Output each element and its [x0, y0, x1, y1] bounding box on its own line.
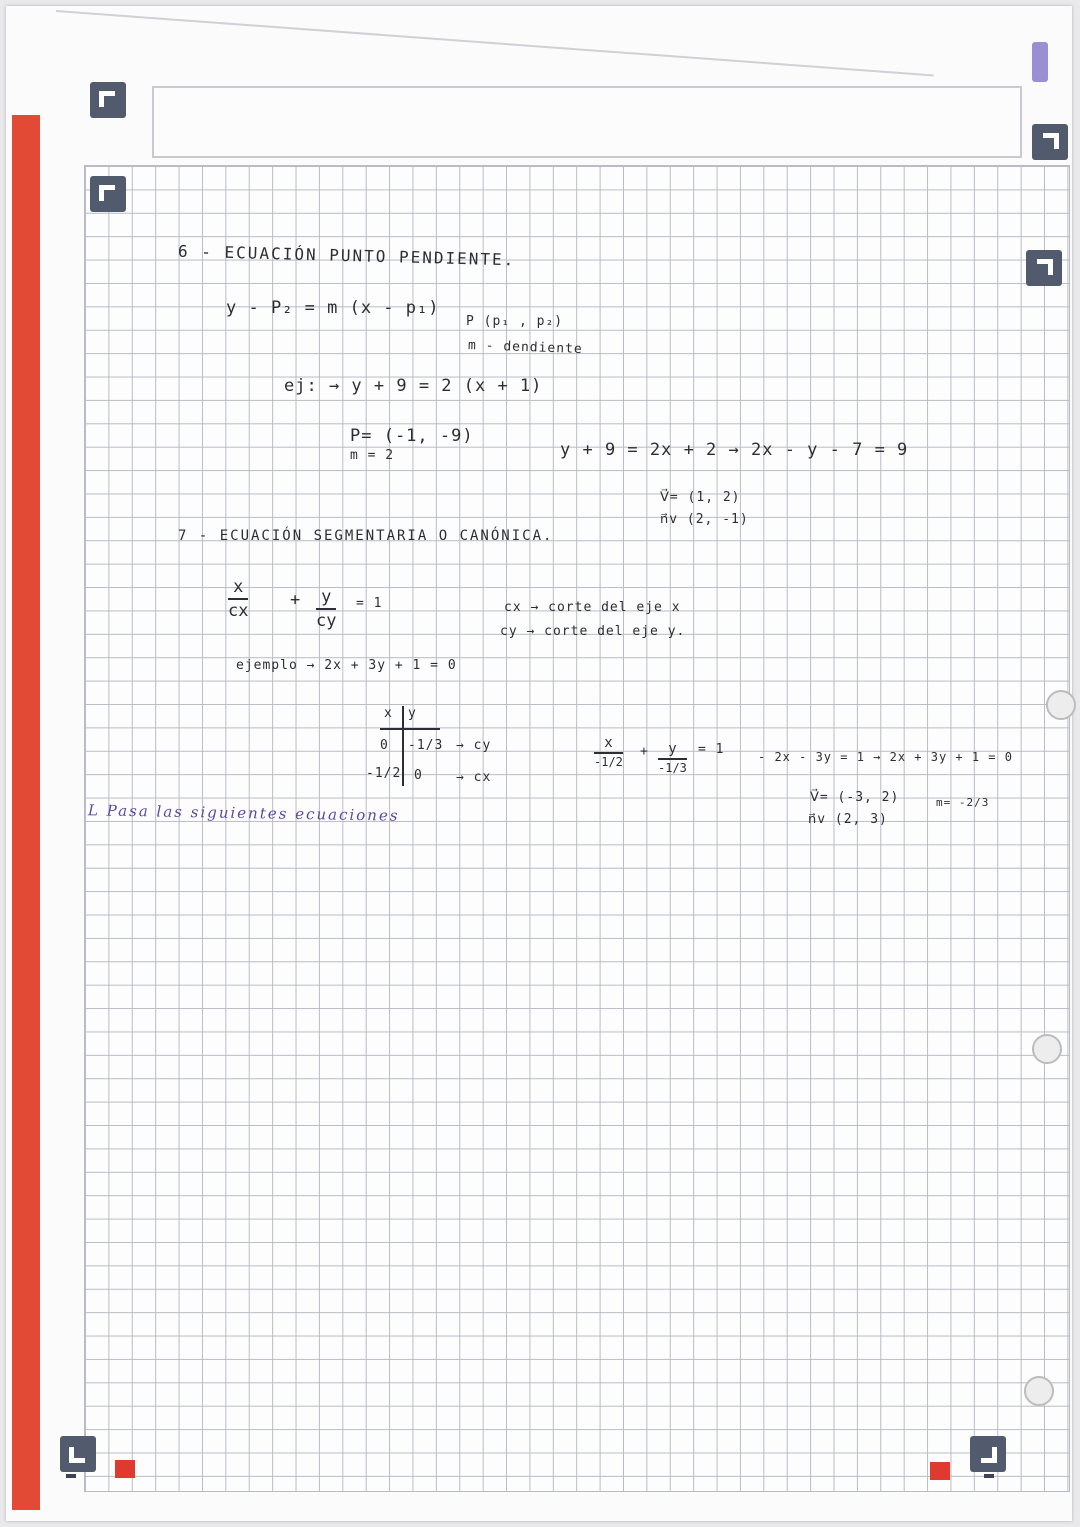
table-horizontal-rule: [380, 728, 440, 730]
equals-one: = 1: [698, 742, 725, 757]
fraction-numerator: x: [233, 577, 244, 597]
fraction-y-over-cy: [316, 586, 336, 632]
table-cell: 0: [380, 738, 389, 753]
fraction-numerator: x: [604, 735, 613, 751]
purple-tab: [1032, 42, 1048, 82]
corner-marker-icon: [90, 176, 126, 212]
fraction-numerator: y: [668, 741, 677, 757]
conversion-equation: - 2x - 3y = 1 → 2x + 3y + 1 = 0: [758, 750, 1013, 764]
exercise-prompt: L Pasa las siguientes ecuaciones: [87, 801, 400, 825]
slope-value: m = 2: [350, 448, 395, 463]
segment-example: ejemplo → 2x + 3y + 1 = 0: [236, 658, 457, 673]
normal-vector: n⃗v (2, 3): [808, 812, 888, 827]
direction-vector: V⃗= (-3, 2): [810, 790, 900, 805]
equals-one: = 1: [356, 596, 383, 611]
table-cell: 0: [414, 768, 423, 783]
fraction-x-over-neg-half: [594, 734, 623, 770]
plus-sign: +: [290, 590, 302, 610]
fraction-y-over-neg-third: [658, 740, 687, 776]
arrow-cx-label: → cx: [456, 770, 492, 785]
graph-paper-grid: [84, 165, 1070, 1492]
arrow-cy-label: → cy: [456, 738, 492, 753]
point-slope-formula: y - P₂ = m (x - p₁): [226, 298, 440, 318]
binder-hole: [1032, 1034, 1062, 1064]
table-header-y: y: [408, 706, 417, 721]
corner-tick-mark: [984, 1474, 994, 1478]
table-cell: -1/3: [408, 738, 444, 753]
corner-marker-icon: [90, 82, 126, 118]
corner-marker-icon: [1026, 250, 1062, 286]
cx-note: cx → corte del eje x: [504, 600, 681, 615]
normal-vector: n⃗v (2, -1): [660, 512, 749, 527]
table-vertical-rule: [402, 706, 404, 786]
plus-sign: +: [640, 744, 649, 759]
direction-vector: V⃗= (1, 2): [660, 490, 741, 505]
table-cell: -1/2: [366, 766, 402, 781]
table-header-x: x: [384, 706, 393, 721]
fraction-numerator: y: [321, 587, 332, 607]
red-square-marker: [115, 1460, 135, 1478]
corner-tick-mark: [66, 1474, 76, 1478]
corner-marker-icon: [1032, 124, 1068, 160]
fraction-denominator: -1/2: [594, 755, 623, 769]
example-equation: ej: → y + 9 = 2 (x + 1): [284, 376, 543, 396]
cy-note: cy → corte del eje y.: [500, 624, 686, 639]
fraction-denominator: cy: [316, 611, 337, 631]
corner-marker-icon: [970, 1436, 1006, 1472]
binder-hole: [1046, 690, 1076, 720]
fraction-denominator: cx: [228, 601, 249, 621]
binder-hole: [1024, 1376, 1054, 1406]
section6-title: 6 - ECUACIÓN PUNTO PENDIENTE.: [177, 241, 516, 270]
slope-value: m= -2/3: [936, 796, 990, 809]
section7-title: 7 - ECUACIÓN SEGMENTARIA O CANÓNICA.: [178, 528, 554, 544]
slope-definition: m - dendiente: [467, 338, 583, 357]
red-margin-strip: [12, 115, 40, 1510]
point-value: P= (-1, -9): [350, 426, 474, 446]
fraction-denominator: -1/3: [658, 761, 687, 775]
point-definition: P (p₁ , p₂): [466, 314, 564, 329]
header-title-box: [152, 86, 1022, 158]
red-square-marker: [930, 1462, 950, 1480]
corner-marker-icon: [60, 1436, 96, 1472]
general-form-equation: y + 9 = 2x + 2 → 2x - y - 7 = 9: [560, 440, 909, 460]
fraction-x-over-cx: [228, 576, 248, 622]
